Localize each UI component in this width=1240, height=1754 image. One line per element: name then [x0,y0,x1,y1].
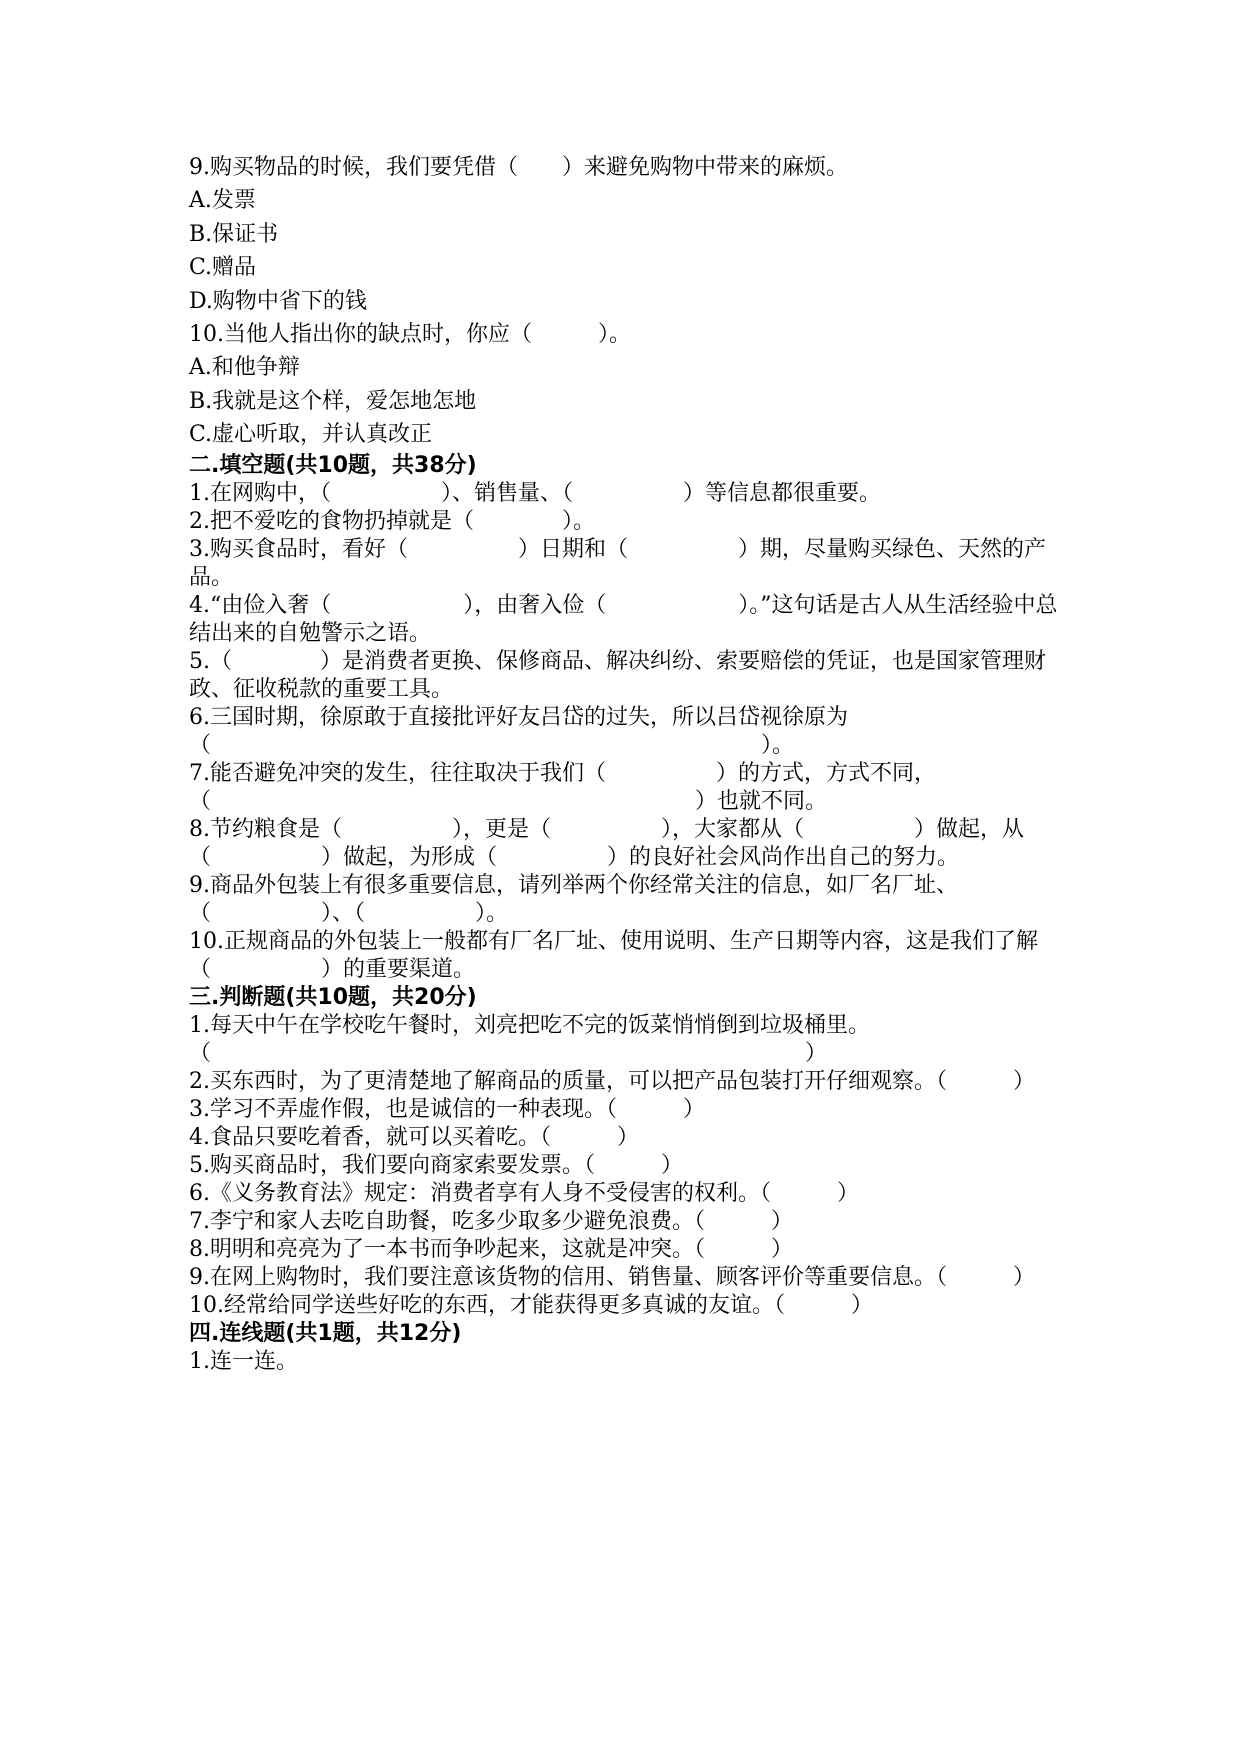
fill-question-3: 3.购买食品时，看好（ ）日期和（ ）期，尽量购买绿色、天然的产品。 [189,536,1046,590]
judge-question-6: 6.《义务教育法》规定：消费者享有人身不受侵害的权利。（ ） [189,1180,859,1206]
option-b: B.我就是这个样，爱怎地怎地 [189,388,477,414]
section-heading: 四.连线题(共1题，共12分) [189,1320,462,1346]
question-stem: 9.购买物品的时候，我们要凭借（ ）来避免购物中带来的麻烦。 [189,155,848,180]
option-a: A.和他争辩 [189,355,300,381]
section-true-false [189,984,1069,1320]
mc-question-10 [189,318,1069,452]
option-b: B.保证书 [189,221,279,247]
section-heading: 三.判断题(共10题，共20分) [189,984,477,1010]
mc-question-9 [189,151,1069,318]
fill-question-5: 5.（ ）是消费者更换、保修商品、解决纠纷、索要赔偿的凭证，也是国家管理财政、征收税款的重要工具。 [189,648,1046,702]
option-c: C.虚心听取，并认真改正 [189,422,433,448]
judge-question-10: 10.经常给同学送些好吃的东西，才能获得更多真诚的友谊。（ ） [189,1292,873,1318]
fill-question-1: 1.在网购中，（ ）、销售量、（ ）等信息都很重要。 [189,480,881,506]
fill-question-10: 10.正规商品的外包装上一般都有厂名厂址、使用说明、生产日期等内容，这是我们了解（ ）的重要渠道。 [189,928,1038,982]
fill-question-2: 2.把不爱吃的食物扔掉就是（ ）。 [189,508,595,534]
question-stem: 10.当他人指出你的缺点时，你应（ ）。 [189,322,631,348]
judge-question-3: 3.学习不弄虚作假，也是诚信的一种表现。（ ） [189,1096,705,1122]
fill-question-6: 6.三国时期，徐原敢于直接批评好友吕岱的过失，所以吕岱视徐原为（ ）。 [189,704,848,758]
judge-question-7: 7.李宁和家人去吃自助餐，吃多少取多少避免浪费。（ ） [189,1208,793,1234]
judge-question-5: 5.购买商品时，我们要向商家索要发票。（ ） [189,1152,683,1178]
section-matching [189,1320,1069,1376]
judge-question-8: 8.明明和亮亮为了一本书而争吵起来，这就是冲突。（ ） [189,1236,793,1262]
section-fill-in-blank [189,452,1069,984]
fill-question-4: 4.“由俭入奢（ ），由奢入俭（ ）。”这句话是古人从生活经验中总结出来的自勉警示之语。 [189,592,1058,646]
option-c: C.赠品 [189,255,257,281]
option-d: D.购物中省下的钱 [189,288,367,314]
fill-question-9: 9.商品外包装上有很多重要信息，请列举两个你经常关注的信息，如厂名厂址、（ ）、（ ）。 [189,872,958,926]
fill-question-7: 7.能否避免冲突的发生，往往取决于我们（ ）的方式，方式不同，（ ）也就不同。 [189,760,936,814]
worksheet-page [189,151,1069,1376]
judge-question-2: 2.买东西时，为了更清楚地了解商品的质量，可以把产品包装打开仔细观察。（ ） [189,1068,1035,1094]
section-heading: 二.填空题(共10题，共38分) [189,452,477,478]
judge-question-4: 4.食品只要吃着香，就可以买着吃。（ ） [189,1124,639,1150]
option-a: A.发票 [189,188,256,214]
judge-question-1: 1.每天中午在学校吃午餐时，刘亮把吃不完的饭菜悄悄倒到垃圾桶里。（ ） [189,1012,870,1066]
matching-question-1: 1.连一连。 [189,1348,298,1374]
fill-question-8: 8.节约粮食是（ ），更是（ ），大家都从（ ）做起，从（ ）做起，为形成（ ）的良好社会风尚作出自己的努力。 [189,816,1024,870]
judge-question-9: 9.在网上购物时，我们要注意该货物的信用、销售量、顾客评价等重要信息。（ ） [189,1264,1035,1290]
